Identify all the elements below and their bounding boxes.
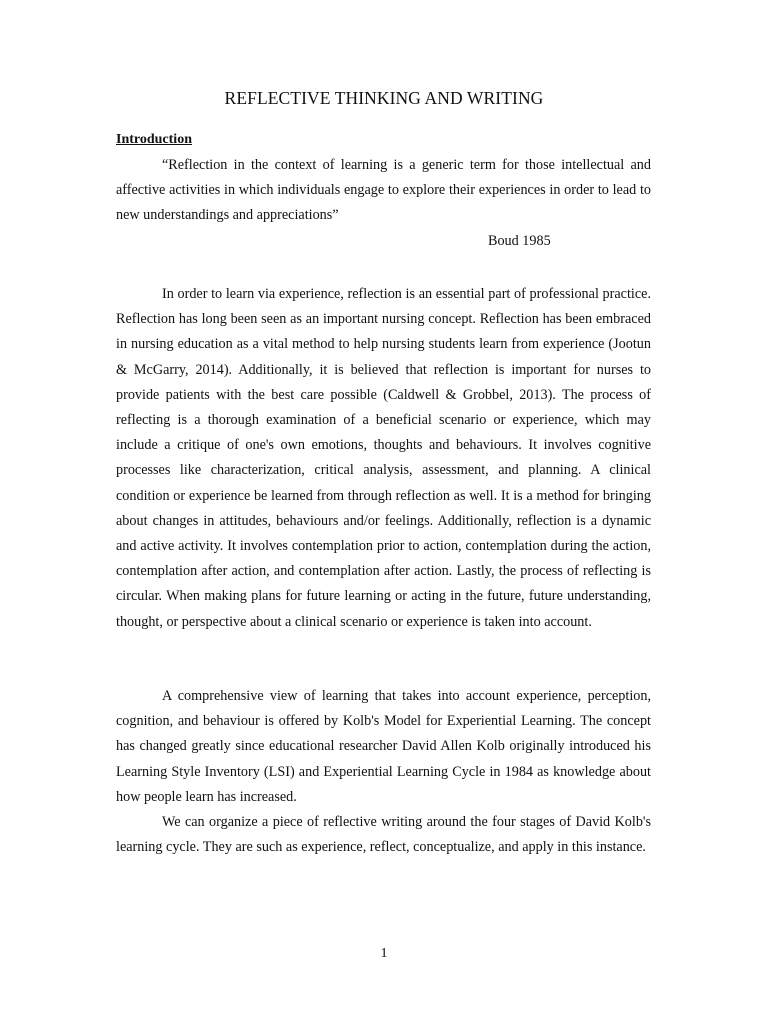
quote-attribution: Boud 1985 (488, 233, 551, 249)
body-paragraph-1: In order to learn via experience, reflection is an essential part of professional practice. Reflection has long been seen as an important nursing concept. Reflection has been embraced in nursing education as a vital method to help nursing students learn from experience (Jootun & McGarry, 2014). Additionally, it is believed that reflection is important for nurses to provide patients with the best care possible (Caldwell & Grobbel, 2013). The process of reflecting is a thorough examination of a beneficial scenario or experience, which may include a critique of one's own emotions, thoughts and behaviours. It involves cognitive processes like characterization, critical analysis, assessment, and planning. A clinical condition or experience be learned from through reflection as well. It is a method for bringing about changes in attitudes, behaviours and/or feelings. Additionally, reflection is a dynamic and active activity. It involves contemplation prior to action, contemplation during the action, contemplation after action, and contemplation after action. Lastly, the process of reflecting is circular. When making plans for future learning or acting in the future, future understanding, thought, or perspective about a clinical scenario or experience is taken into account. (116, 286, 651, 630)
page-number: 1 (380, 946, 388, 961)
body-paragraph-3: We can organize a piece of reflective writing around the four stages of David Kolb's learning cycle. They are such as experience, reflect, conceptualize, and apply in this instance. (116, 814, 651, 856)
opening-quote: “Reflection in the context of learning is a generic term for those intellectual and affective activities in which individuals engage to explore their experiences in order to lead to new understandings and appreciations” (116, 157, 651, 224)
body-paragraph-2: A comprehensive view of learning that takes into account experience, perception, cognition, and behaviour is offered by Kolb's Model for Experiential Learning. The concept has changed greatly since educational researcher David Allen Kolb originally introduced his Learning Style Inventory (LSI) and Experiential Learning Cycle in 1984 as knowledge about how people learn has increased. (116, 688, 651, 805)
document-title: REFLECTIVE THINKING AND WRITING (224, 88, 544, 108)
section-heading-introduction: Introduction (116, 132, 192, 147)
